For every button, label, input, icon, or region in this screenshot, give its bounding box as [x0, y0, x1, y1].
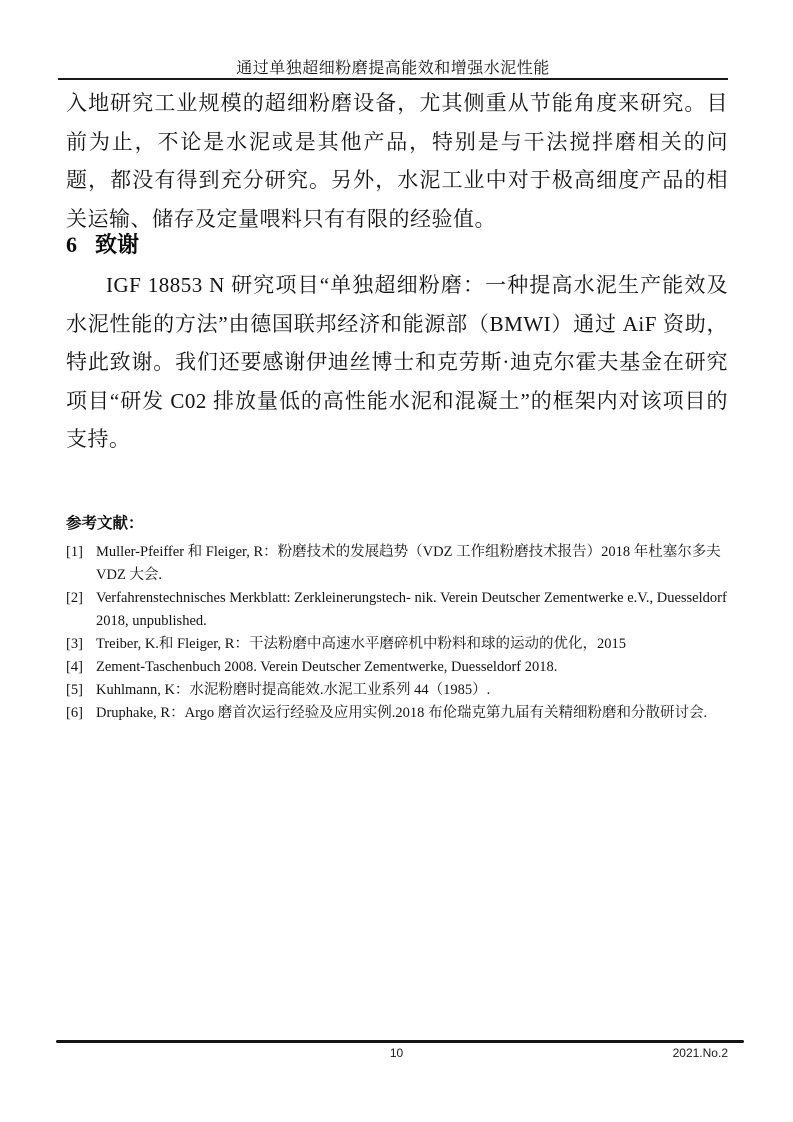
running-header-title: 通过单独超细粉磨提高能效和增强水泥性能: [236, 60, 550, 77]
section-title: 致谢: [95, 232, 140, 257]
footer-divider: [56, 1040, 744, 1043]
reference-text: Treiber, K.和 Fleiger, R：干法粉磨中高速水平磨碎机中粉料和球的运动的优化，2015: [96, 636, 626, 652]
reference-text: Kuhlmann, K：水泥粉磨时提高能效.水泥工业系列 44（1985）.: [96, 682, 491, 698]
reference-text: Verfahrenstechnisches Merkblatt: Zerkleinerungstech- nik. Verein Deutscher Zementwerke e.V., Duesseldorf 2018, unpublished.: [96, 590, 727, 629]
acknowledgement-paragraph: IGF 18853 N 研究项目“单独超细粉磨：一种提高水泥生产能效及水泥性能的方法”由德国联邦经济和能源部（BMWI）通过 AiF 资助，特此致谢。我们还要感谢伊迪丝博士和克劳斯·迪克尔霍夫基金在研究项目“研发 C02 排放量低的高性能水泥和混凝土”的框架内对该项目的支持。: [66, 273, 728, 451]
reference-item: [66, 587, 728, 633]
references-section: [66, 511, 728, 725]
reference-text: Muller-Pfeiffer 和 Fleiger, R：粉磨技术的发展趋势（VDZ 工作组粉磨技术报告）2018 年杜塞尔多夫 VDZ 大会.: [96, 544, 721, 583]
reference-text: Druphake, R：Argo 磨首次运行经验及应用实例.2018 布伦瑞克第九届有关精细粉磨和分散研讨会.: [96, 705, 708, 721]
reference-item: [66, 656, 728, 679]
reference-item: [66, 702, 728, 725]
reference-item: [66, 679, 728, 702]
reference-list: [66, 541, 728, 725]
reference-marker: [3]: [66, 636, 83, 652]
references-heading: 参考文献：: [66, 515, 144, 532]
reference-item: [66, 541, 728, 587]
section-number: 6: [66, 232, 77, 257]
reference-marker: [2]: [66, 590, 83, 606]
footer-issue-label: 2021.No.2: [672, 1046, 728, 1060]
body-paragraph-continued: 入地研究工业规模的超细粉磨设备，尤其侧重从节能角度来研究。目前为止，不论是水泥或是其他产品，特别是与干法搅拌磨相关的问题，都没有得到充分研究。另外，水泥工业中对于极高细度产品的相关运输、储存及定量喂料只有有限的经验值。: [66, 91, 728, 231]
reference-item: [66, 633, 728, 656]
reference-marker: [4]: [66, 659, 83, 675]
reference-text: Zement-Taschenbuch 2008. Verein Deutscher Zementwerke, Duesseldorf 2018.: [96, 659, 558, 675]
reference-marker: [6]: [66, 705, 83, 721]
reference-marker: [5]: [66, 682, 83, 698]
header-divider: [58, 78, 728, 80]
section-heading-acknowledgement: [66, 228, 139, 259]
footer-page-number: 10: [389, 1046, 404, 1060]
reference-marker: [1]: [66, 544, 83, 560]
